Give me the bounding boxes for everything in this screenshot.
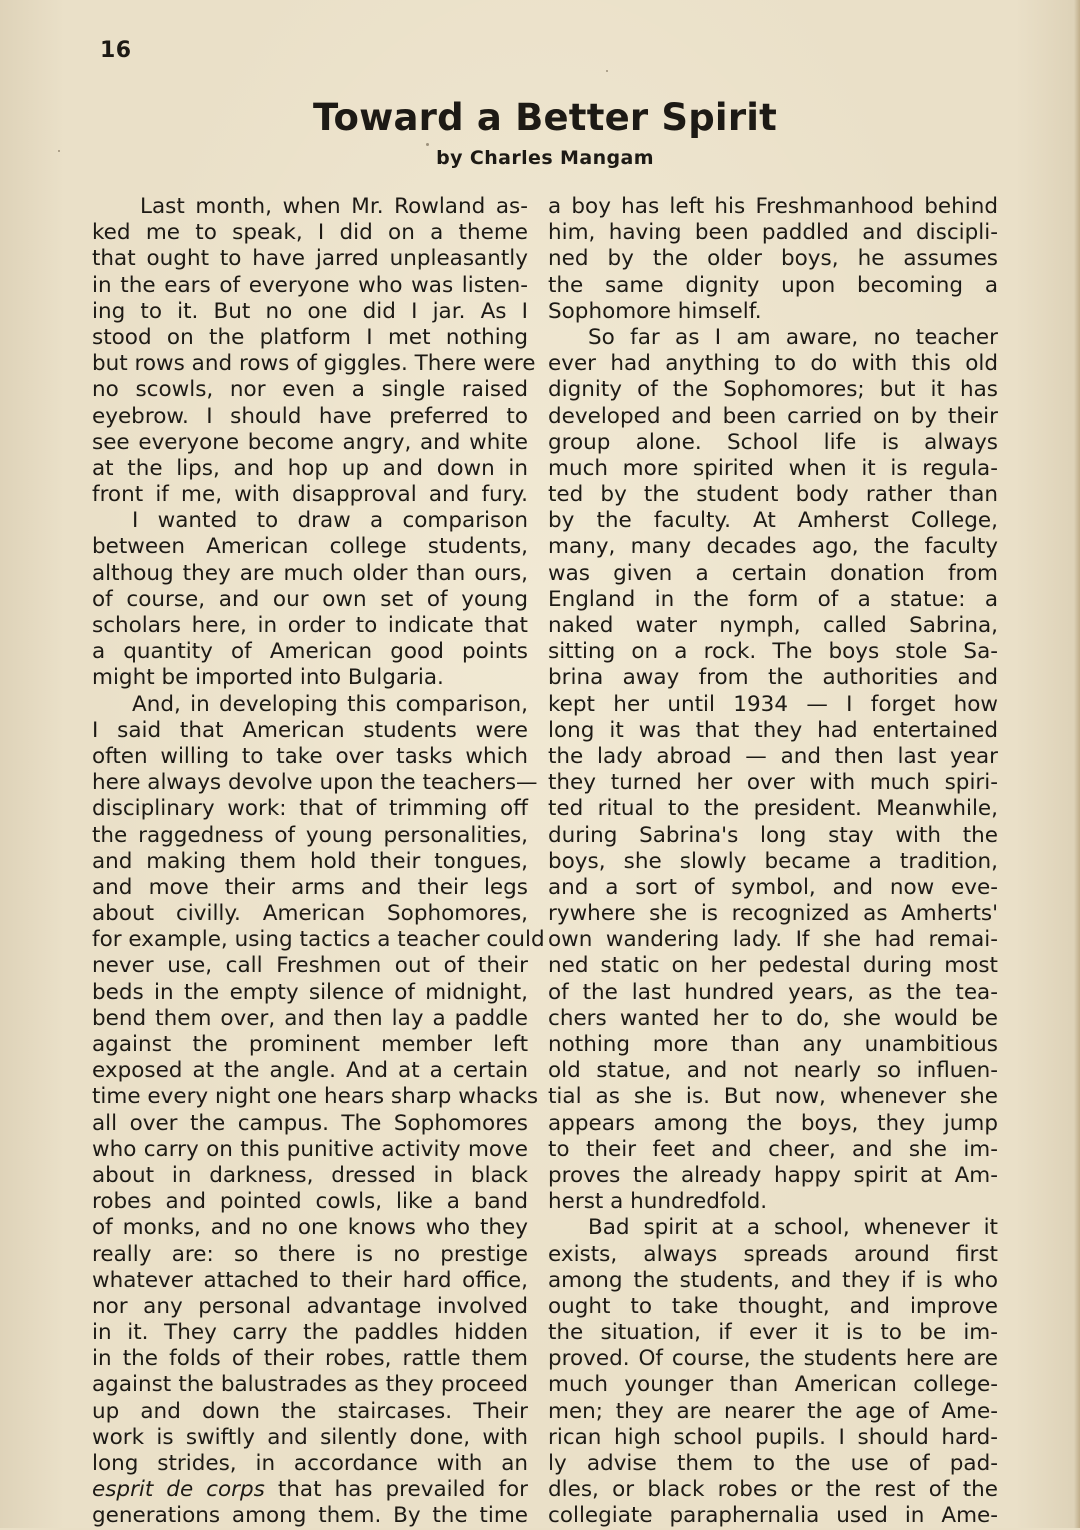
- text-line: exists, always spreads around first: [548, 1241, 998, 1267]
- italic-phrase: esprit de corps: [92, 1477, 265, 1503]
- text-line: at the lips, and hop up and down in: [92, 455, 528, 481]
- right-column: [548, 194, 998, 1530]
- text-line: naked water nymph, called Sabrina,: [548, 613, 998, 638]
- paper-speck: [58, 150, 60, 152]
- page-number: 16: [100, 38, 132, 63]
- text-line: long strides, in accordance with an: [92, 1451, 528, 1476]
- text-line: ned static on her pedestal during most: [548, 953, 998, 979]
- text-line-with-italic: [92, 1477, 528, 1503]
- text-line: about civilly. American Sophomores,: [92, 901, 528, 927]
- text-line: much more spirited when it is regula-: [548, 455, 998, 481]
- text-line: dignity of the Sophomores; but it has: [548, 377, 998, 403]
- text-line: robes and pointed cowls, like a band: [92, 1189, 528, 1215]
- text-line: generations among them. By the time: [92, 1503, 528, 1529]
- paper-speck: [426, 143, 429, 146]
- text-line: they turned her over with much spiri-: [548, 770, 998, 796]
- text-line: developed and been carried on by their: [548, 403, 998, 429]
- text-line: ned by the older boys, he assumes: [548, 246, 998, 272]
- text-line: and making them hold their tongues,: [92, 848, 528, 874]
- text-line: ly advise them to the use of pad-: [548, 1451, 998, 1476]
- text-line: ought to take thought, and improve: [548, 1293, 998, 1319]
- text-line: of the last hundred years, as the tea-: [548, 979, 998, 1005]
- text-line: long it was that they had entertained: [548, 717, 998, 743]
- text-line: by the faculty. At Amherst College,: [548, 508, 998, 534]
- text-line: men; they are nearer the age of Ame-: [548, 1398, 998, 1424]
- text-line: boys, she slowly became a tradition,: [548, 848, 998, 874]
- text-line: own wandering lady. If she had remai-: [548, 927, 998, 953]
- text-line: front if me, with disapproval and fury.: [92, 482, 528, 508]
- text-line: So far as I am aware, no teacher: [588, 324, 998, 350]
- text-line: between American college students,: [92, 534, 528, 560]
- text-line: many, many decades ago, the faculty: [548, 534, 998, 560]
- text-line: collegiate paraphernalia used in Ame-: [548, 1503, 998, 1529]
- text-line: althoug they are much older than ours,: [92, 560, 528, 586]
- text-line: nothing more than any unambitious: [548, 1032, 998, 1057]
- text-line: ked me to speak, I did on a theme: [92, 220, 528, 246]
- text-line: herst a hundredfold.: [548, 1189, 768, 1215]
- text-line: against the prominent member left: [92, 1032, 528, 1057]
- paper-speck: [606, 70, 608, 72]
- text-line: no scowls, nor even a single raised: [92, 377, 528, 403]
- text-line: all over the campus. The Sophomores: [92, 1110, 528, 1136]
- text-line: proves the already happy spirit at Am-: [548, 1162, 998, 1188]
- text-line: and move their arms and their legs: [92, 874, 528, 900]
- left-column: [92, 194, 545, 1530]
- text-line: ted ritual to the president. Meanwhile,: [548, 796, 998, 822]
- text-fragment: that has prevailed for: [277, 1477, 528, 1503]
- text-line: of monks, and no one knows who they: [92, 1215, 528, 1241]
- text-line: sitting on a rock. The boys stole Sa-: [548, 639, 998, 665]
- text-line: appears among the boys, they jump: [548, 1110, 998, 1136]
- text-line: eyebrow. I should have preferred to: [92, 403, 528, 429]
- text-line: I said that American students were: [92, 717, 528, 743]
- text-line: tial as she is. But now, whenever she: [548, 1084, 998, 1110]
- text-line: group alone. School life is always: [548, 429, 998, 455]
- text-line: see everyone become angry, and white: [92, 429, 528, 455]
- text-line: dles, or black robes or the rest of the: [548, 1477, 998, 1503]
- text-line: beds in the empty silence of midnight,: [92, 979, 528, 1005]
- text-line: up and down the staircases. Their: [92, 1398, 528, 1424]
- article-title: Toward a Better Spirit: [312, 96, 778, 139]
- text-line: old statue, and not nearly so influen-: [548, 1058, 998, 1084]
- text-line: And, in developing this comparison,: [132, 691, 528, 717]
- text-line: a boy has left his Freshmanhood behind: [548, 194, 998, 219]
- text-line: chers wanted her to do, she would be: [548, 1005, 998, 1031]
- text-line: him, having been paddled and discipli-: [548, 220, 998, 246]
- text-line: kept her until 1934 — I forget how: [548, 691, 998, 717]
- text-line: among the students, and they if is who: [548, 1267, 998, 1293]
- text-line: scholars here, in order to indicate that: [92, 613, 528, 638]
- text-line: the lady abroad — and then last year: [548, 743, 998, 769]
- text-line: during Sabrina's long stay with the: [548, 822, 998, 848]
- text-line: time every night one hears sharp whacks: [92, 1084, 539, 1110]
- text-line: the situation, if ever it is to be im-: [548, 1320, 998, 1346]
- text-line: in it. They carry the paddles hidden: [92, 1320, 528, 1346]
- text-line: bend them over, and then lay a paddle: [92, 1005, 528, 1031]
- text-line: much younger than American college-: [548, 1372, 998, 1398]
- text-line: proved. Of course, the students here are: [548, 1346, 998, 1372]
- text-line: and a sort of symbol, and now eve-: [548, 874, 998, 900]
- text-line: stood on the platform I met nothing: [92, 324, 528, 350]
- text-line: rywhere she is recognized as Amherts': [548, 901, 998, 927]
- text-line: really are: so there is no prestige: [92, 1241, 528, 1267]
- text-line: Sophomore himself.: [548, 298, 762, 324]
- text-line: never use, call Freshmen out of their: [92, 953, 528, 979]
- article-byline: by Charles Mangam: [436, 147, 654, 169]
- text-line: often willing to take over tasks which: [92, 743, 528, 769]
- text-line: for example, using tactics a teacher could: [92, 927, 545, 953]
- text-line: England in the form of a statue: a: [548, 586, 998, 612]
- text-line: rican high school pupils. I should hard-: [548, 1424, 998, 1450]
- text-line: the same dignity upon becoming a: [548, 272, 998, 298]
- text-line: Bad spirit at a school, whenever it: [588, 1215, 998, 1241]
- text-line: but rows and rows of giggles. There were: [92, 351, 536, 377]
- text-line: to their feet and cheer, and she im-: [548, 1136, 998, 1162]
- text-line: might be imported into Bulgaria.: [92, 665, 444, 691]
- text-line: brina away from the authorities and: [548, 665, 998, 691]
- text-line: who carry on this punitive activity move: [92, 1136, 528, 1162]
- text-line: ever had anything to do with this old: [548, 351, 998, 377]
- text-line: about in darkness, dressed in black: [92, 1162, 528, 1188]
- page-edge: [1074, 0, 1080, 1528]
- text-line: was given a certain donation from: [548, 560, 998, 586]
- text-line: in the ears of everyone who was listen-: [92, 272, 528, 298]
- text-line: a quantity of American good points: [92, 639, 528, 665]
- text-line: work is swiftly and silently done, with: [92, 1424, 528, 1450]
- text-line: against the balustrades as they proceed: [92, 1372, 528, 1398]
- text-line: exposed at the angle. And at a certain: [92, 1058, 528, 1084]
- text-line: here always devolve upon the teachers—: [92, 770, 538, 796]
- text-line: Last month, when Mr. Rowland as-: [140, 194, 528, 219]
- text-line: ted by the student body rather than: [548, 482, 998, 508]
- text-line: that ought to have jarred unpleasantly: [92, 246, 528, 272]
- text-line: disciplinary work: that of trimming off: [92, 796, 528, 822]
- text-line: I wanted to draw a comparison: [132, 508, 528, 534]
- text-line: whatever attached to their hard office,: [92, 1267, 528, 1293]
- text-line: nor any personal advantage involved: [92, 1293, 528, 1319]
- text-line: in the folds of their robes, rattle them: [92, 1346, 528, 1372]
- text-line: of course, and our own set of young: [92, 586, 528, 612]
- text-line: ing to it. But no one did I jar. As I: [92, 298, 528, 324]
- text-line: the raggedness of young personalities,: [92, 822, 528, 848]
